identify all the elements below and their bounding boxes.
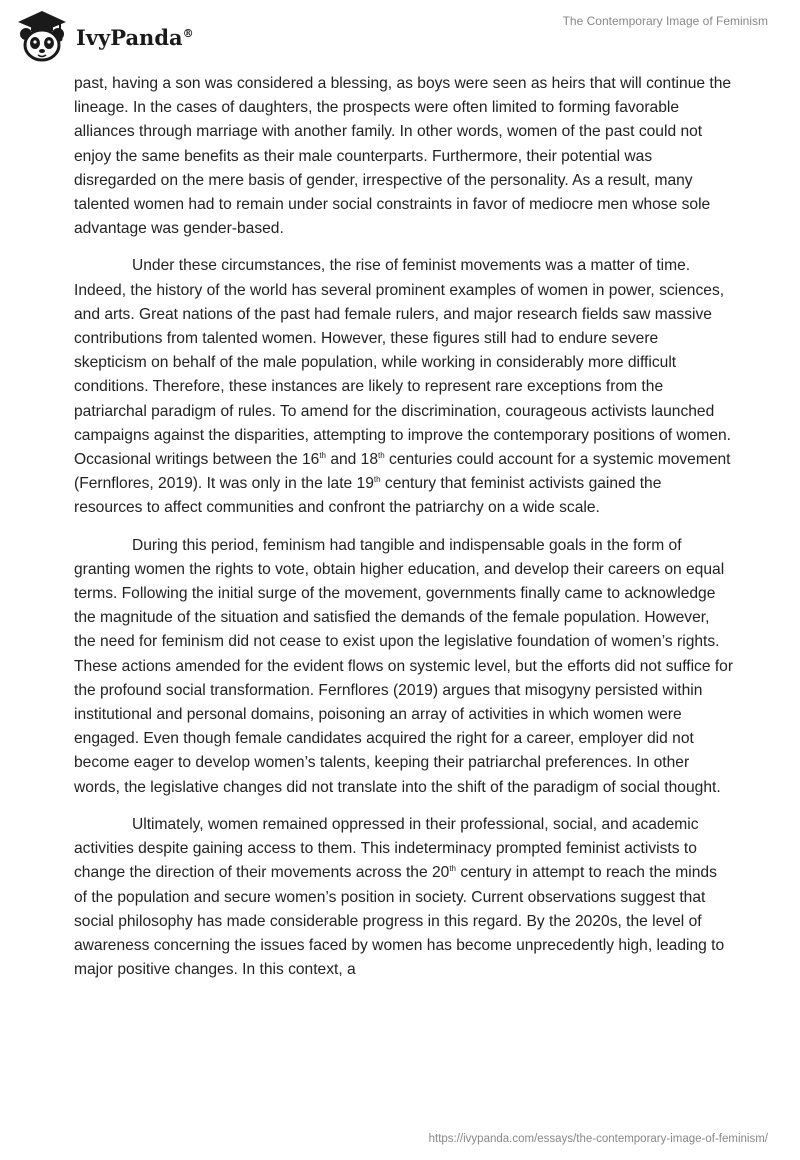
paragraph-2: Under these circumstances, the rise of feminist movements was a matter of time. Indeed, the history of the world has several prominent examples of women in power, sciences, and arts. Great nations of the past had female rulers, and major research fields saw massive contributions from talented women. However, these figures still had to endure severe skepticism on behalf of the male population, while working in considerably more difficult conditions. Therefore, these instances are likely to represent rare exceptions from the patriarchal paradigm of rules. To amend for the discrimination, courageous activists launched campaigns against the disparities, attempting to improve the contemporary positions of women. Occasional writings between the 16th and 18th centuries could account for a systemic movement (Fernflores, 2019). It was only in the late 19th century that feminist activists gained the resources to affect communities and confront the patriarchy on a wide scale. [74,257,732,517]
paragraph-1: past, having a son was considered a blessing, as boys were seen as heirs that will continue the lineage. In the cases of daughters, the prospects were often limited to forming favorable alliances through marriage with another family. In other words, women of the past could not enjoy the same benefits as their male counterparts. Furthermore, their potential was disregarded on the mere basis of gender, irrespective of the personality. As a result, many talented women had to remain under social constraints in favor of mediocre men whose sole advantage was gender-based. [74,75,732,238]
panda-graduate-icon [14,8,70,64]
page-header [0,0,800,70]
brand-name: IvyPanda® [76,24,194,50]
registered-mark: ® [182,26,194,40]
paragraph-3: During this period, feminism had tangible and indispensable goals in the form of granting women the rights to vote, obtain higher education, and develop their careers on equal terms. Following the initial surge of the movement, governments finally came to acknowledge the magnitude of the situation and satisfied the demands of the female population. However, the need for feminism did not cease to exist upon the legislative foundation of women’s rights. These actions amended for the evident flows on systemic level, but the efforts did not suffice for the profound social transformation. Fernflores (2019) argues that misogyny persisted within institutional and personal domains, poisoning an array of activities in which women were engaged. Even though female candidates acquired the right for a career, employer did not become eager to develop women’s talents, keeping their patriarchal preferences. In other words, the legislative changes did not translate into the shift of the paradigm of social thought. [74,536,734,796]
paragraph-4: Ultimately, women remained oppressed in their professional, social, and academic activities despite gaining access to them. This indeterminacy prompted feminist activists to change the direction of their movements across the 20th century in attempt to reach the minds of the population and secure women’s position in society. Current observations suggest that social philosophy has made considerable progress in this regard. By the 2020s, the level of awareness concerning the issues faced by women has become unprecedently high, leading to major positive changes. In this context, a [74,815,725,979]
source-url[interactable]: https://ivypanda.com/essays/the-contemporary-image-of-feminism/ [428,1133,768,1145]
document-title: The Contemporary Image of Feminism [562,14,768,28]
essay-body [74,72,734,995]
ivypanda-logo[interactable] [14,8,194,64]
